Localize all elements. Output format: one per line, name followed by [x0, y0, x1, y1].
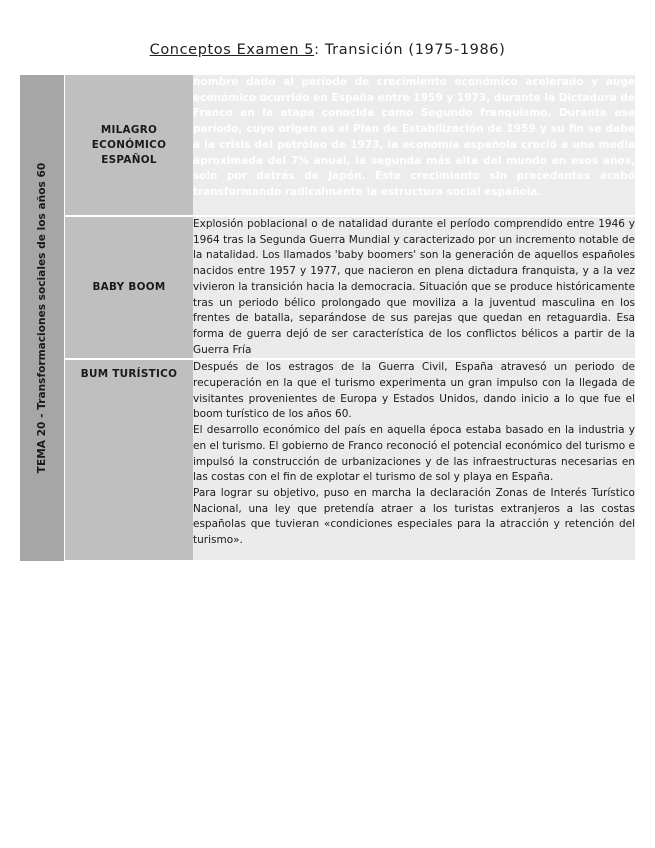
title-underlined: Conceptos Examen 5 [149, 42, 315, 58]
title-rest: : Transición (1975-1986) [314, 42, 506, 58]
definition-paragraph: El desarrollo económico del país en aquella época estaba basado en la industria y en el turismo. El gobierno de Franco reconoció el potencial económico del turismo e impulsó la construcción de urbanizaciones y de las infraestructuras necesarias en las costas con el fin de explotar el turismo de sol y playa en España. [193, 424, 635, 484]
theme-cell [20, 75, 65, 561]
table-row [20, 75, 635, 216]
theme-label: TEMA 20 - Transformaciones sociales de los años 60 [36, 162, 48, 474]
table-row [20, 359, 635, 561]
concept-line: ESPAÑOL [101, 153, 157, 166]
page-title [0, 42, 655, 58]
definition-cell-bum-turistico [193, 359, 635, 561]
concept-line: MILAGRO [100, 123, 158, 136]
definition-cell-baby-boom [193, 216, 635, 359]
concepts-table [20, 75, 635, 562]
definition-paragraph: Para lograr su objetivo, puso en marcha la declaración Zonas de Interés Turístico Nacional, una ley que pretendía atraer a los turistas extranjeros a las costas españolas que tuvieran «condiciones especiales para la atracción y retención del turismo». [193, 486, 635, 547]
concept-cell-baby-boom [65, 216, 194, 359]
definition-cell-milagro [193, 75, 635, 216]
concept-line: BABY BOOM [92, 281, 166, 294]
definition-paragraph: Explosión poblacional o de natalidad durante el período comprendido entre 1946 y 1964 tras la Segunda Guerra Mundial y caracterizado por un incremento notable de la natalidad. Los llamados 'baby boomers' son la generación de aquellos españoles nacidos entre 1957 y 1977, que nacieron en plena dictadura franquista, y a la vez vivieron la transición hacia la democracia. Situación que se produce históricamente tras un periodo bélico prolongado que moviliza a la juventud masculina en los frentes de batalla, separándose de sus parejas que quedan en retaguardia. Esa forma de guerra dejó de ser característica de los conflictos bélicos a partir de la Guerra Fría [193, 218, 635, 356]
concept-cell-milagro [65, 75, 194, 216]
table-row [20, 216, 635, 359]
concept-line: BUM TURÍSTICO [80, 368, 178, 381]
concept-cell-bum-turistico [65, 359, 194, 561]
definition-paragraph: nombre dado al período de crecimiento económico acelerado y auge económico ocurrido en España entre 1959 y 1973, durante la Dictadura de Franco en la etapa conocida como Segundo franquismo. Durante ese período, cuyo origen es el Plan de Estabilización de 1959 y su fin se debe a la crisis del petróleo de 1973, la economía española creció a una media aproximada del 7% anual, la segunda más alta del mundo en esos años, solo por detrás de Japón. Este crecimiento sin precedentes acabó transformando radicalmente la estructura social española. [193, 76, 635, 198]
concept-line: ECONÓMICO [91, 138, 167, 151]
definition-paragraph: Después de los estragos de la Guerra Civil, España atravesó un periodo de recuperación en la que el turismo experimenta un gran impulso con la llegada de visitantes provenientes de Europa y Estados Unidos, dando inicio a lo que fue el boom turístico de los años 60. [193, 361, 635, 421]
